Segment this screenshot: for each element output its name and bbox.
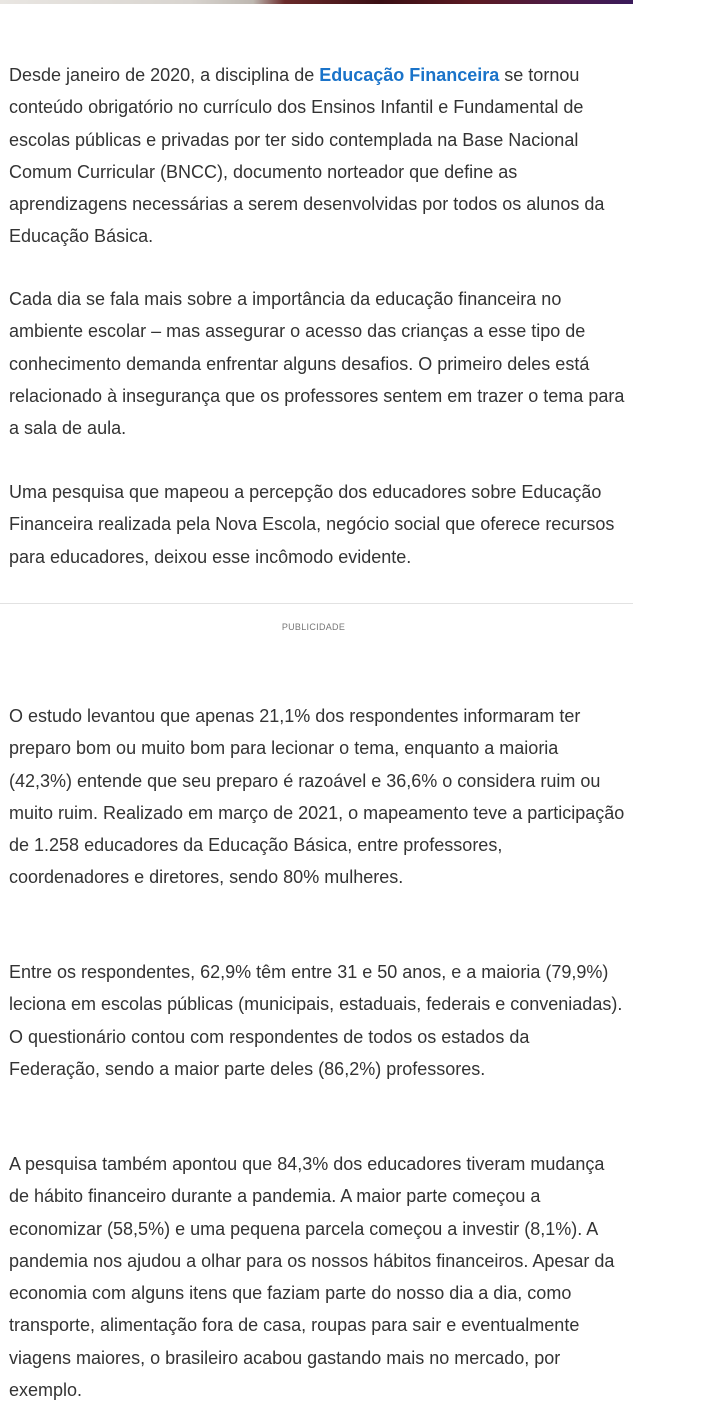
educacao-financeira-link[interactable]: Educação Financeira [319, 65, 500, 85]
advertisement-label: PUBLICIDADE [281, 622, 346, 632]
paragraph-study-results: O estudo levantou que apenas 21,1% dos respondentes informaram ter preparo bom ou muito bom para lecionar o tema, enquanto a maioria (42,3%) entende que seu preparo é razoável e 36,6% o considera ruim ou muito ruim. Realizado em março de 2021, o mapeamento teve a participação de 1.258 educadores da Educação Básica, entre professores, coordenadores e diretores, sendo 80% mulheres. [9, 706, 625, 888]
paragraph-intro-after: se tornou conteúdo obrigatório no currículo dos Ensinos Infantil e Fundamental de escolas públicas e privadas por ter sido contemplada na Base Nacional Comum Curricular (BNCC), documento norteador que define as aprendizagens necessárias a serem desenvolvidas por todos os alunos da Educação Básica. [9, 65, 605, 247]
article-image-bottom-edge [0, 0, 633, 4]
paragraph-pandemic-habits: A pesquisa também apontou que 84,3% dos educadores tiveram mudança de hábito financeiro durante a pandemia. A maior parte começou a economizar (58,5%) e uma pequena parcela começou a investir (8,1%). A pandemia nos ajudou a olhar para os nossos hábitos financeiros. Apesar da economia com alguns itens que faziam parte do nosso dia a dia, como transporte, alimentação fora de casa, roupas para sair e eventualmente viagens maiores, o brasileiro acabou gastando mais no mercado, por exemplo. [9, 1154, 615, 1401]
paragraph-survey: Uma pesquisa que mapeou a percepção dos educadores sobre Educação Financeira realizada pela Nova Escola, negócio social que oferece recursos para educadores, deixou esse incômodo evidente. [9, 482, 615, 567]
paragraph-intro-before: Desde janeiro de 2020, a disciplina de [9, 65, 320, 85]
ad-divider [0, 603, 633, 604]
paragraph-respondents: Entre os respondentes, 62,9% têm entre 31 e 50 anos, e a maioria (79,9%) leciona em escolas públicas (municipais, estaduais, federais e conveniadas). O questionário contou com respondentes de todos os estados da Federação, sendo a maior parte deles (86,2%) professores. [9, 962, 623, 1079]
paragraph-importance: Cada dia se fala mais sobre a importância da educação financeira no ambiente escolar – mas assegurar o acesso das crianças a esse tipo de conhecimento demanda enfrentar alguns desafios. O primeiro deles está relacionado à insegurança que os professores sentem em trazer o tema para a sala de aula. [9, 289, 625, 439]
paragraph-intro [9, 59, 625, 253]
